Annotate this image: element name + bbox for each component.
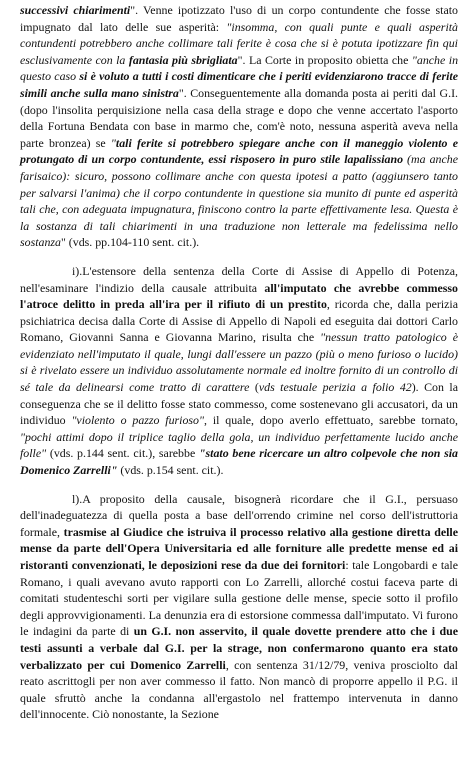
paragraph-motive-canteens: [20, 491, 458, 723]
text-run: : tale Longobardi e tale Romano, i quali avevano avuto rapporti con Lo Zarrelli, allorché costui faceva parte di comitati studenteschi sorti per vigilare sulla gestione delle mense, specie sotto il profilo degli approvvigionamenti. La denunzia era di estorsione commessa dall'imputato. Vi furono le indagini da parte di: [20, 558, 458, 639]
bold-italic-run: successivi chiarimenti: [20, 3, 131, 17]
paragraph-suspect-object: [20, 2, 458, 251]
text-run: ". La Corte in proposito obietta che: [237, 52, 412, 67]
bold-italic-run: fantasia più sbrigliata: [128, 52, 238, 67]
italic-run: ": [110, 135, 116, 150]
italic-run: "pochi attimi dopo il triplice taglio della gola, un individuo perfettamente lucido anche folle": [20, 429, 458, 461]
text-run: l).A proposito della causale, bisognerà ricordare che il G.I., persuaso dell'inadeguatezza di quella posta a base dell'orrendo crimine nel corso dell'istruttoria formale,: [20, 491, 458, 539]
text-run: , il quale, dopo averlo effettuato, sarebbe tornato,: [204, 413, 458, 428]
italic-run: "insomma, con quali punte e quali asperità contundenti potrebbero anche collimare tali ferite è cosa che si è potuta ipotizzare fin qui esclusivamente con la: [20, 19, 458, 67]
text-run: (vds. p.144 sent. cit.), sarebbe: [46, 446, 199, 461]
italic-run: "anche in questo caso: [20, 52, 459, 84]
italic-run: vds testuale perizia a folio 42: [258, 380, 412, 395]
text-run: (vds. p.154 sent. cit.).: [117, 463, 224, 478]
bold-italic-run: si è voluto a tutti i costi dimenticare che i periti evidenziarono tracce di ferite simili anche sulla mano sinistra: [20, 69, 458, 100]
bold-run: trasmise al Giudice che istruiva il processo relativo alla gestione diretta delle mense da parte dell'Opera Universitaria ed alle forniture alle predette mense ed ai ristoranti convenzionati, le deposizioni rese da due dei fornitori: [20, 524, 458, 572]
text-run: i).L'estensore della sentenza della Corte di Assise di Appello di Potenza, nell'esaminare l'indizio della causale attribuita: [20, 263, 458, 295]
italic-run: "nessun tratto patologico è evidenziato nell'imputato il quale, lungi dall'essere un pazzo (più o meno furioso o lucido) si è rivelato essere un individuo assolutamente normale ed inoltre fornito di un controllo di sé tale da delinearsi come tratto di carattere: [20, 330, 458, 395]
bold-run: un G.I. non asservito, il quale dovette prendere atto che i due testi assunti a verbale dal G.I. per la strage, non confermarono quanto era stato verbalizzato per cui Domenico Zarrelli: [20, 624, 458, 672]
paragraph-motive-loan: [20, 263, 458, 479]
bold-run: all'imputato che avrebbe commesso l'atroce delitto in preda all'ira per il rifiuto di un prestito: [20, 280, 458, 312]
bold-italic-run: "stato bene ricercare un altro colpevole che non sia Domenico Zarrelli": [20, 446, 458, 478]
bold-italic-run: tali ferite si potrebbero spiegare anche con il maneggio violento e protungato di un corpo contundente, essi risposero in puro stile lapalissiano: [20, 135, 458, 167]
text-run: " (vds. pp.104-110 sent. cit.).: [60, 235, 200, 250]
italic-run: (ma anche farisaico): sicuro, possono collimare anche con questa ipotesi a patto (aggiunsero tanto per salvarsi l'anima) che il corpo contundente in questione sia munito di punte ed asperità tali che, con adeguata impugnatura, finiscono contro la parte effettivamente lesa. Questa è la sostanza di tali chiarimenti in una traduzione non letterale ma fedelissima nello sostanza: [20, 152, 458, 250]
text-run: ". Venne ipotizzato l'uso di un corpo contundente che fosse stato impugnato dal lato delle sue asperità:: [20, 3, 458, 34]
text-run: , con sentenza 31/12/79, veniva prosciolto dal reato ascrittogli per non aver commesso il fatto. Non mancò di proporre appello il P.G. il quale sfruttò anche la condanna all'ergastolo nel frattempo intervenuta in danno dell'innocente. Ciò nonostante, la Sezione: [20, 657, 458, 722]
text-run: ". Conseguentemente alla domanda posta ai periti dal G.I. (dopo l'insolita perquisizione nella casa della strage e dopo che venne accertato l'asporto della Fortuna Bendata con base in marmo che, com'è noto, nessuna asperità aveva nella parte bronzea) se: [20, 85, 459, 150]
text-run: ). Con la conseguenza che se il delitto fosse stato commesso, come sostenevano gli accusatori, da un individuo: [20, 380, 458, 428]
text-run: , ricorda che, dalla perizia psichiatrica decisa dalla Corte di Assise di Appello di Napoli ed eseguita dai dottori Carlo Romano, Giovanni Sanna e Giovanna Marino, risulta che: [20, 297, 458, 345]
text-run: (: [249, 380, 259, 395]
italic-run: "violento o pazzo furioso": [71, 413, 204, 428]
